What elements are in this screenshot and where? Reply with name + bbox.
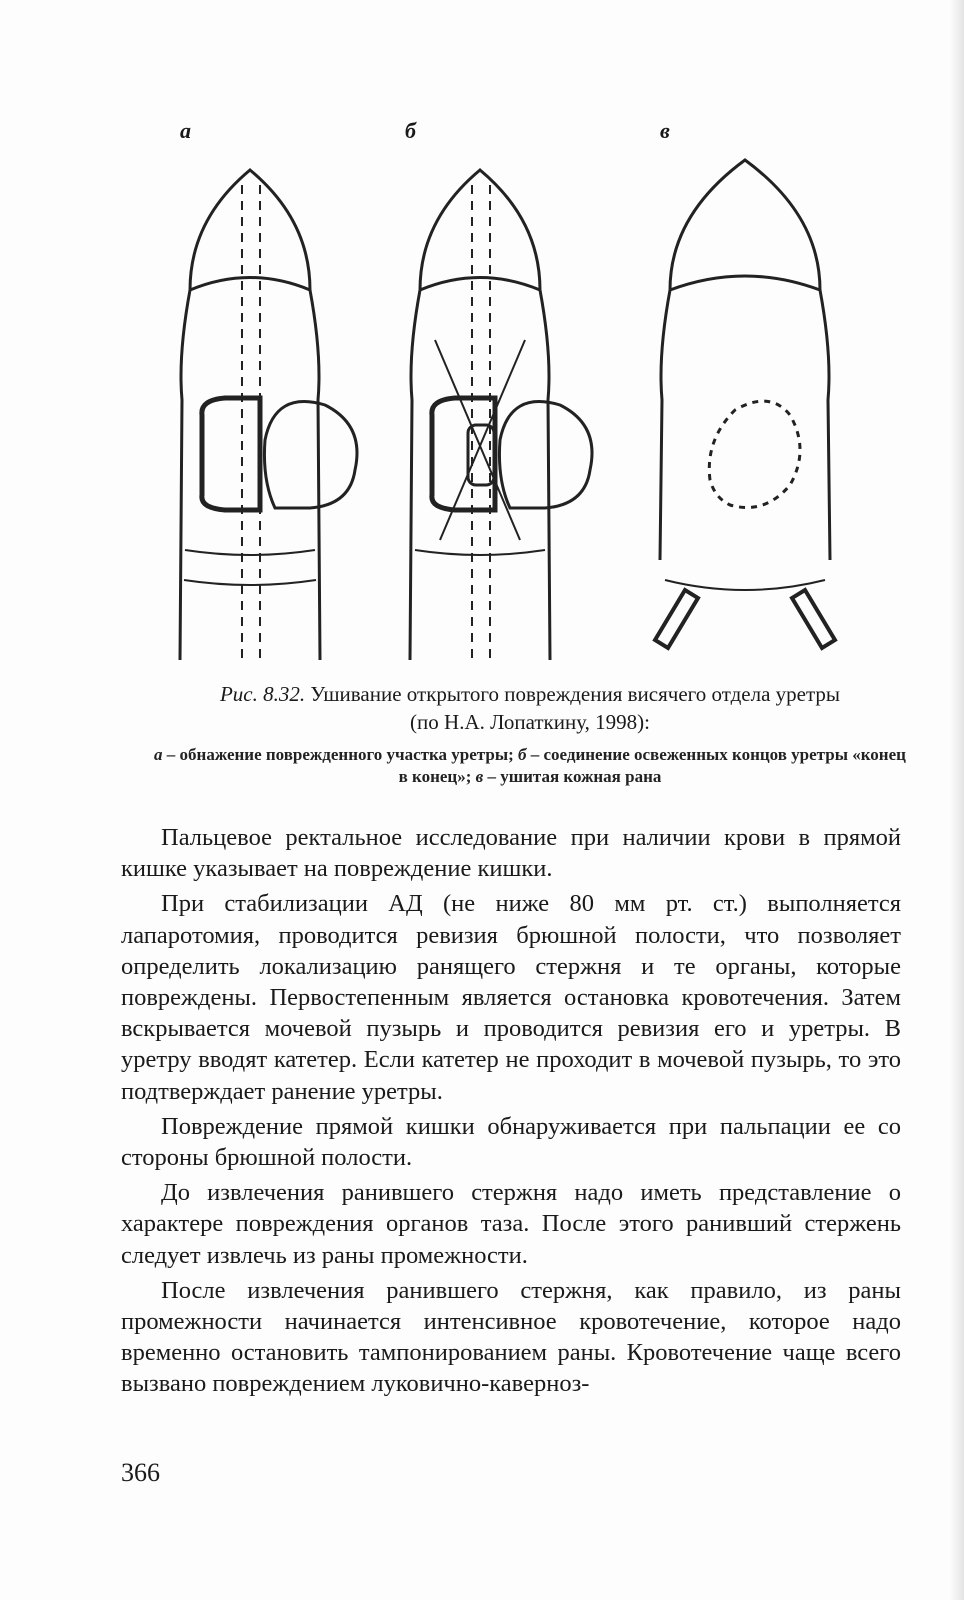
caption-title-line2: (по Н.А. Лопаткину, 1998): — [410, 710, 650, 734]
legend-letter-c: в — [475, 767, 484, 786]
panel-a-drawing — [180, 170, 357, 660]
paragraph: После извлечения ранившего стержня, как правило, из раны промежности начинается интенсивное кровотечение, которое надо временно остановить тампонированием раны. Кровотечение чаще всего вызвано повреждением луковично-каверноз- — [121, 1276, 901, 1398]
caption-legend — [150, 744, 910, 788]
figure-illustration — [150, 140, 910, 670]
legend-letter-b: б — [518, 745, 527, 764]
urethra-surgery-illustration-icon — [150, 140, 910, 670]
paragraph: До извлечения ранившего стержня надо иметь представление о характере повреждения органов таза. После этого ранивший стержень следует извлечь из раны промежности. — [121, 1179, 901, 1269]
legend-text-b: – соединение освеженных концов уретры «конец в конец»; — [398, 745, 906, 786]
legend-text-a: – обнажение поврежденного участка уретры; — [162, 745, 519, 764]
panel-b-drawing — [410, 170, 592, 660]
caption-title — [150, 680, 910, 736]
panel-c-drawing — [655, 160, 835, 648]
figure-number: Рис. 8.32. — [219, 682, 306, 706]
figure-caption — [150, 680, 910, 788]
panel-label-b: б — [405, 118, 416, 143]
panel-label-c: в — [660, 118, 670, 143]
paragraph: При стабилизации АД (не ниже 80 мм рт. ст.) выполняется лапаротомия, проводится ревизия брюшной полости, что позволяет определить локализацию ранящего стержня и те органы, которые повреждены. Первостепенным является остановка кровотечения. Затем вскрывается мочевой пузырь и проводится ревизия его и уретры. В уретру вводят катетер. Если катетер не проходит в мочевой пузырь, то это подтверждает ранение уретры. — [121, 890, 901, 1105]
caption-title-line1: Ушивание открытого повреждения висячего отдела уретры — [305, 682, 841, 706]
panel-label-a: а — [180, 118, 191, 143]
legend-letter-a: а — [154, 745, 163, 764]
body-text — [121, 822, 901, 1404]
legend-text-c: – ушитая кожная рана — [483, 767, 662, 786]
page-number: 366 — [121, 1458, 160, 1487]
paragraph: Пальцевое ректальное исследование при наличии крови в прямой кишке указывает на повреждение кишки. — [121, 824, 901, 883]
page-edge-shadow — [950, 0, 964, 1600]
paragraph: Повреждение прямой кишки обнаруживается при пальпации ее со стороны брюшной полости. — [121, 1112, 901, 1172]
